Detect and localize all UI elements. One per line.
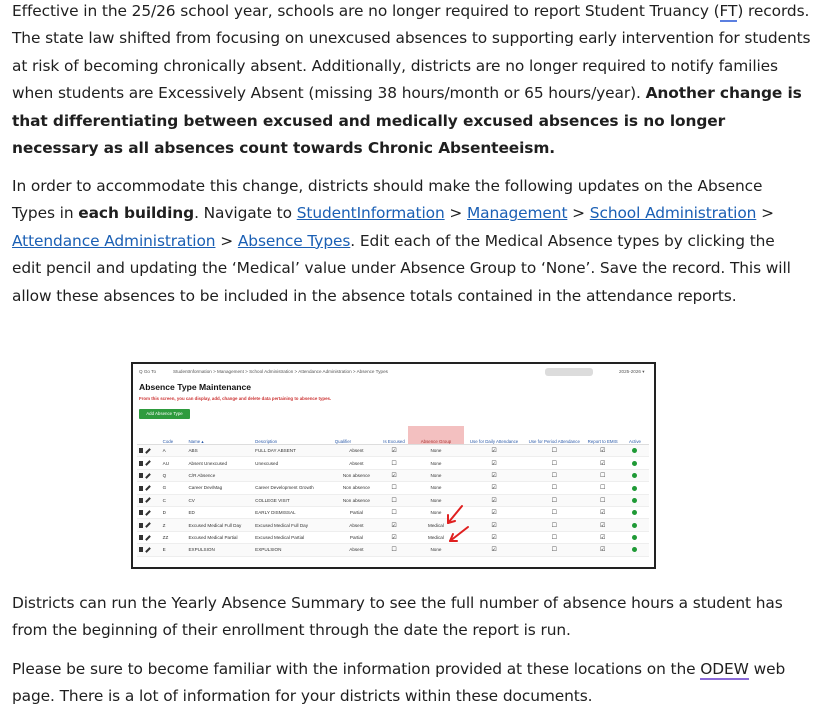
emis-cell xyxy=(584,469,621,481)
emis-cell xyxy=(584,482,621,494)
emis-cell xyxy=(584,531,621,543)
absence-group-text: None xyxy=(430,472,442,478)
name-cell-text: Absent Unexcused xyxy=(188,460,228,466)
separator: > xyxy=(444,204,467,223)
qualifier-cell-text: Absent xyxy=(349,522,364,528)
daily-cell-checkbox: ☑ xyxy=(491,522,497,529)
emis-cell-checkbox: ☑ xyxy=(599,547,606,554)
column-header: Use for Period Attendance xyxy=(524,426,584,445)
qualifier-cell xyxy=(333,457,380,469)
code-cell xyxy=(161,482,187,494)
name-cell-text: CV xyxy=(188,497,195,503)
trash-icon xyxy=(139,510,143,515)
code-cell-text: E xyxy=(162,547,166,553)
excused-cell xyxy=(380,494,408,506)
active-dot-icon xyxy=(632,498,637,503)
name-cell-text: C/R Absence xyxy=(188,472,216,478)
period-cell xyxy=(524,506,584,518)
period-cell xyxy=(524,445,584,457)
abbr-odew: ODEW xyxy=(700,660,749,678)
code-cell-text: A xyxy=(162,448,166,454)
description-cell xyxy=(253,457,333,469)
absence-group-text: Medical xyxy=(428,534,444,540)
emis-cell-checkbox: ☑ xyxy=(599,448,606,455)
separator: > xyxy=(215,231,238,250)
period-cell xyxy=(524,457,584,469)
redacted-name xyxy=(545,368,593,376)
link-absence-types[interactable]: Absence Types xyxy=(237,231,351,250)
trash-icon xyxy=(139,473,143,478)
active-dot-icon xyxy=(632,461,637,466)
absence-group-cell xyxy=(408,531,464,543)
period-cell xyxy=(524,494,584,506)
trash-icon xyxy=(139,498,143,503)
absence-group-cell xyxy=(408,544,464,556)
paragraph-truancy xyxy=(12,0,812,162)
active-cell xyxy=(621,531,649,543)
period-cell-checkbox: ☐ xyxy=(551,448,557,455)
absence-group-text: None xyxy=(430,448,442,454)
name-cell xyxy=(186,457,253,469)
code-cell-text: C xyxy=(162,497,166,503)
trash-icon xyxy=(139,535,143,540)
trash-icon xyxy=(139,547,143,552)
code-cell-text: Q xyxy=(162,472,167,478)
bold-text: Another change is that differentiating between excused and medically excused absences is no longer necessary as all absences count towards Chronic Absenteeism. xyxy=(12,84,802,158)
active-dot-icon xyxy=(632,448,637,453)
edit-pencil-icon xyxy=(145,547,151,553)
text: . Navigate to xyxy=(194,204,297,223)
column-header: Code xyxy=(161,426,187,445)
edit-pencil-icon xyxy=(145,448,151,454)
description-cell xyxy=(253,519,333,531)
qualifier-cell-text: Non absence xyxy=(342,472,370,478)
qualifier-cell-text: Absent xyxy=(349,448,364,454)
excused-cell xyxy=(380,482,408,494)
text: Please be sure to become familiar with the information provided at these locations on the xyxy=(12,660,701,678)
qualifier-cell xyxy=(333,531,380,543)
edit-pencil-icon xyxy=(145,485,151,491)
emis-cell-checkbox: ☐ xyxy=(599,472,606,479)
code-cell xyxy=(161,506,187,518)
trash-icon xyxy=(139,486,143,491)
code-cell-text: Z xyxy=(162,522,166,528)
text: Effective in the 25/26 school year, schools are no longer required to report Student Truancy ( xyxy=(12,2,720,20)
qualifier-cell xyxy=(333,494,380,506)
period-cell-checkbox: ☐ xyxy=(551,472,557,479)
abbr-ft: FT xyxy=(719,2,738,20)
daily-cell xyxy=(464,482,524,494)
emis-cell xyxy=(584,457,621,469)
table-row xyxy=(137,519,649,531)
trash-icon xyxy=(139,461,143,466)
daily-cell xyxy=(464,544,524,556)
daily-cell-checkbox: ☑ xyxy=(491,534,497,541)
paragraph-yearly-summary: Districts can run the Yearly Absence Summary to see the full number of absence hours a student has from the beginning of their enrollment through the date the report is run. xyxy=(12,594,783,640)
absence-group-cell xyxy=(408,469,464,481)
active-dot-icon xyxy=(632,535,637,540)
period-cell xyxy=(524,469,584,481)
active-cell xyxy=(621,482,649,494)
emis-cell-checkbox: ☐ xyxy=(599,497,606,504)
absence-group-cell xyxy=(408,519,464,531)
description-cell-text: COLLEGE VISIT xyxy=(255,497,290,503)
text: ) records. The state law shifted from focusing on unexcused absences to supporting early intervention for students at risk of becoming chronically absent. Additionally, districts are no longer required to notify families when students are Excessively Absent (missing 38 hours/month or 65 hours/year). xyxy=(12,2,811,103)
excused-cell-checkbox: ☐ xyxy=(391,460,397,467)
active-dot-icon xyxy=(632,523,637,528)
name-cell-text: ABS xyxy=(188,448,198,454)
text: In order to accommodate this change, districts should make the following updates on the Absence Types in xyxy=(12,177,763,223)
excused-cell xyxy=(380,457,408,469)
absence-group-cell xyxy=(408,506,464,518)
edit-pencil-icon xyxy=(145,510,151,516)
table-row xyxy=(137,544,649,556)
row-actions xyxy=(137,506,161,518)
description-cell-text: EXPULSION xyxy=(255,547,282,553)
name-cell-text: ED xyxy=(188,510,195,516)
daily-cell xyxy=(464,519,524,531)
column-header: Is Excused xyxy=(380,426,408,445)
excused-cell-checkbox: ☐ xyxy=(391,485,397,492)
text: . Edit each of the Medical Absence types by clicking the edit pencil and updating the ‘Medical’ value under Absence Group to ‘None’. Save the record. This will allow these absences to be included in the absence totals contained in the attendance reports. xyxy=(12,231,791,305)
breadcrumb: StudentInformation > Management > School Administration > Attendance Administration > Absence Types xyxy=(173,369,388,374)
daily-cell-checkbox: ☑ xyxy=(491,497,497,504)
daily-cell-checkbox: ☑ xyxy=(491,472,497,479)
excused-cell-checkbox: ☐ xyxy=(391,497,397,504)
name-cell xyxy=(186,445,253,457)
excused-cell-checkbox: ☑ xyxy=(391,522,397,529)
absence-group-text: None xyxy=(430,547,442,553)
daily-cell xyxy=(464,457,524,469)
period-cell-checkbox: ☐ xyxy=(551,510,557,517)
active-cell xyxy=(621,469,649,481)
qualifier-cell-text: Non absence xyxy=(342,485,370,491)
absence-type-screenshot xyxy=(131,362,656,569)
code-cell-text: AU xyxy=(162,460,170,466)
emis-cell xyxy=(584,544,621,556)
table-body xyxy=(137,445,649,557)
active-cell xyxy=(621,519,649,531)
description-cell-text: Excused Medical Partial xyxy=(255,534,305,540)
edit-pencil-icon xyxy=(145,522,151,528)
qualifier-cell-text: Absent xyxy=(349,460,364,466)
qualifier-cell-text: Non absence xyxy=(342,497,370,503)
text: web page. There is a lot of information for your districts within these documents. xyxy=(12,660,786,706)
period-cell xyxy=(524,482,584,494)
emis-cell-checkbox: ☑ xyxy=(599,522,606,529)
daily-cell xyxy=(464,506,524,518)
page-description: From this screen, you can display, add, change and delete data pertaining to absence types. xyxy=(139,396,332,401)
separator: > xyxy=(567,204,590,223)
daily-cell-checkbox: ☑ xyxy=(491,547,497,554)
name-cell xyxy=(186,494,253,506)
paragraph-odew xyxy=(12,656,802,711)
absence-group-cell xyxy=(408,457,464,469)
excused-cell xyxy=(380,519,408,531)
emis-cell-checkbox: ☑ xyxy=(599,460,606,467)
row-actions xyxy=(137,544,161,556)
row-actions xyxy=(137,531,161,543)
active-dot-icon xyxy=(632,547,637,552)
edit-pencil-icon xyxy=(145,460,151,466)
emis-cell xyxy=(584,494,621,506)
code-cell-text: G xyxy=(162,485,167,491)
period-cell xyxy=(524,519,584,531)
description-cell xyxy=(253,506,333,518)
emis-cell xyxy=(584,445,621,457)
excused-cell-checkbox: ☐ xyxy=(391,510,397,517)
absence-group-cell xyxy=(408,445,464,457)
active-cell xyxy=(621,544,649,556)
page-title: Absence Type Maintenance xyxy=(139,382,252,392)
emis-cell-checkbox: ☑ xyxy=(599,534,606,541)
table-row xyxy=(137,482,649,494)
daily-cell xyxy=(464,494,524,506)
table-row xyxy=(137,445,649,457)
excused-cell-checkbox: ☑ xyxy=(391,534,397,541)
period-cell-checkbox: ☐ xyxy=(551,534,557,541)
table-row xyxy=(137,531,649,543)
column-header: Use for Daily Attendance xyxy=(464,426,524,445)
active-dot-icon xyxy=(632,510,637,515)
year-select: 2025-2026 ▾ xyxy=(619,369,645,374)
daily-cell-checkbox: ☑ xyxy=(491,460,497,467)
daily-cell xyxy=(464,469,524,481)
description-cell xyxy=(253,494,333,506)
description-cell xyxy=(253,469,333,481)
period-cell xyxy=(524,544,584,556)
name-cell xyxy=(186,519,253,531)
code-cell-text: ZZ xyxy=(162,534,169,540)
column-header: Active xyxy=(621,426,649,445)
edit-pencil-icon xyxy=(145,473,151,479)
bold-text: each building xyxy=(78,204,195,223)
table-row xyxy=(137,506,649,518)
name-cell xyxy=(186,544,253,556)
active-dot-icon xyxy=(632,486,637,491)
active-cell xyxy=(621,445,649,457)
description-cell-text: Unexcused xyxy=(255,460,279,466)
code-cell xyxy=(161,457,187,469)
row-actions xyxy=(137,519,161,531)
absence-group-text: Medical xyxy=(428,522,444,528)
qualifier-cell xyxy=(333,482,380,494)
table-row xyxy=(137,494,649,506)
absence-group-text: None xyxy=(430,510,442,516)
row-actions xyxy=(137,457,161,469)
code-cell xyxy=(161,531,187,543)
link-school-administration[interactable]: School Administration xyxy=(589,204,757,223)
excused-cell xyxy=(380,506,408,518)
trash-icon xyxy=(139,523,143,528)
screenshot-topbar xyxy=(133,364,654,378)
period-cell-checkbox: ☐ xyxy=(551,497,557,504)
description-cell xyxy=(253,544,333,556)
daily-cell xyxy=(464,445,524,457)
period-cell-checkbox: ☐ xyxy=(551,485,557,492)
active-dot-icon xyxy=(632,473,637,478)
emis-cell xyxy=(584,519,621,531)
daily-cell xyxy=(464,531,524,543)
qualifier-cell-text: Partial xyxy=(349,534,363,540)
trash-icon xyxy=(139,448,143,453)
period-cell xyxy=(524,531,584,543)
qualifier-cell xyxy=(333,519,380,531)
description-cell-text: FULL DAY ABSENT xyxy=(255,448,296,454)
code-cell-text: D xyxy=(162,510,166,516)
emis-cell-checkbox: ☑ xyxy=(599,510,606,517)
name-cell-text: EXPULSION xyxy=(188,547,215,553)
active-cell xyxy=(621,506,649,518)
edit-pencil-icon xyxy=(145,535,151,541)
qualifier-cell-text: Absent xyxy=(349,547,364,553)
excused-cell xyxy=(380,445,408,457)
table-header xyxy=(137,426,649,445)
row-actions xyxy=(137,469,161,481)
absence-group-cell xyxy=(408,494,464,506)
period-cell-checkbox: ☐ xyxy=(551,522,557,529)
period-cell-checkbox: ☐ xyxy=(551,460,557,467)
column-header: Description xyxy=(253,426,333,445)
goto-label: Q Go To xyxy=(139,369,157,374)
absence-group-text: None xyxy=(430,460,442,466)
absence-group-text: None xyxy=(430,497,442,503)
column-header: Qualifier xyxy=(333,426,380,445)
absence-group-cell xyxy=(408,482,464,494)
daily-cell-checkbox: ☑ xyxy=(491,485,497,492)
row-actions xyxy=(137,494,161,506)
qualifier-cell xyxy=(333,445,380,457)
excused-cell xyxy=(380,544,408,556)
description-cell-text: Excused Medical Full Day xyxy=(255,522,309,528)
column-header: Report to EMIS xyxy=(584,426,621,445)
emis-cell xyxy=(584,506,621,518)
emis-cell-checkbox: ☐ xyxy=(599,485,606,492)
separator: > xyxy=(756,204,774,223)
paragraph-instructions xyxy=(12,173,802,310)
row-actions xyxy=(137,445,161,457)
add-absence-type-button: Add Absence Type xyxy=(139,409,190,419)
name-cell-text: Excused Medical Full Day xyxy=(188,522,242,528)
name-cell-text: Excused Medical Partial xyxy=(188,534,238,540)
code-cell xyxy=(161,494,187,506)
name-cell xyxy=(186,469,253,481)
name-cell xyxy=(186,506,253,518)
excused-cell-checkbox: ☐ xyxy=(391,547,397,554)
qualifier-cell xyxy=(333,469,380,481)
name-cell-text: Career Dev/Mag xyxy=(188,485,223,491)
link-studentinformation[interactable]: StudentInformation xyxy=(296,204,445,223)
absence-group-text: None xyxy=(430,485,442,491)
qualifier-cell xyxy=(333,544,380,556)
link-management[interactable]: Management xyxy=(467,204,568,223)
absence-type-table xyxy=(137,426,649,557)
row-actions xyxy=(137,482,161,494)
qualifier-cell xyxy=(333,506,380,518)
daily-cell-checkbox: ☑ xyxy=(491,510,497,517)
description-cell xyxy=(253,482,333,494)
table-row xyxy=(137,469,649,481)
link-attendance-administration[interactable]: Attendance Administration xyxy=(12,231,216,250)
column-header: Absence Group xyxy=(408,426,464,445)
description-cell-text: Career Development Growth xyxy=(255,485,314,491)
column-header: Name ▴ xyxy=(186,426,253,445)
code-cell xyxy=(161,544,187,556)
active-cell xyxy=(621,457,649,469)
name-cell xyxy=(186,531,253,543)
description-cell xyxy=(253,445,333,457)
period-cell-checkbox: ☐ xyxy=(551,547,557,554)
excused-cell-checkbox: ☑ xyxy=(391,472,397,479)
description-cell xyxy=(253,531,333,543)
code-cell xyxy=(161,519,187,531)
daily-cell-checkbox: ☑ xyxy=(491,448,497,455)
code-cell xyxy=(161,469,187,481)
name-cell xyxy=(186,482,253,494)
excused-cell-checkbox: ☑ xyxy=(391,448,397,455)
excused-cell xyxy=(380,531,408,543)
code-cell xyxy=(161,445,187,457)
active-cell xyxy=(621,494,649,506)
description-cell-text: EARLY DISMISSAL xyxy=(255,510,296,516)
excused-cell xyxy=(380,469,408,481)
qualifier-cell-text: Partial xyxy=(349,510,363,516)
table-row xyxy=(137,457,649,469)
edit-pencil-icon xyxy=(145,498,151,504)
actions-header xyxy=(137,426,161,445)
